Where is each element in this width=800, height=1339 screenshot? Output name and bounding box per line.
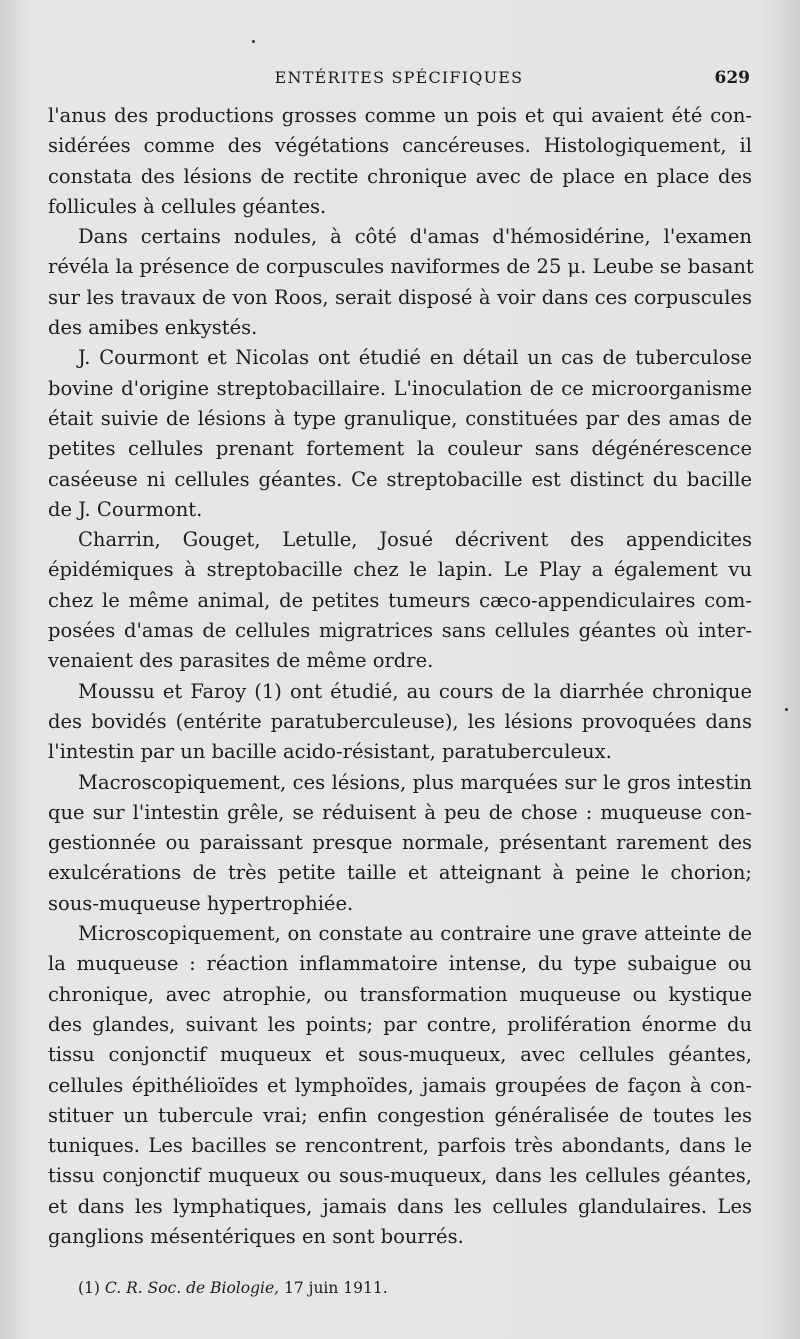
text-line: des bovidés (entérite paratuberculeuse), les lésions provoquées dans (48, 709, 752, 733)
paragraph (48, 677, 752, 768)
footnote (78, 1279, 388, 1297)
print-speck (785, 708, 788, 711)
text-line: J. Courmont et Nicolas ont étudié en détail un cas de tuberculose (78, 346, 752, 370)
text-line: que sur l'intestin grêle, se réduisent à peu de chose : muqueuse con- (48, 800, 752, 824)
footnote-date: 17 juin 1911. (283, 1279, 388, 1297)
text-line: posées d'amas de cellules migratrices sans cellules géantes où inter- (48, 619, 752, 643)
text-line: Dans certains nodules, à côté d'amas d'hémosidérine, l'examen (78, 225, 752, 249)
text-line: épidémiques à streptobacille chez le lapin. Le Play a également vu (48, 558, 752, 582)
text-line: bovine d'origine streptobacillaire. L'inoculation de ce microorganisme (48, 376, 752, 400)
paragraph (48, 222, 752, 343)
text-line: petites cellules prenant fortement la couleur sans dégénérescence (48, 437, 752, 461)
paragraph (48, 768, 752, 919)
text-line: des glandes, suivant les points; par contre, prolifération énorme du (48, 1012, 752, 1036)
text-line: Macroscopiquement, ces lésions, plus marquées sur le gros intestin (78, 770, 752, 794)
text-line: des amibes enkystés. (48, 316, 258, 340)
paragraph (48, 343, 752, 525)
page-number: 629 (714, 68, 750, 88)
text-line: révéla la présence de corpuscules naviformes de 25 μ. Leube se basant (48, 255, 754, 279)
text-line: sur les travaux de von Roos, serait disposé à voir dans ces corpuscules (48, 285, 752, 309)
text-line: Moussu et Faroy (1) ont étudié, au cours de la diarrhée chronique (78, 679, 752, 703)
text-line: sous-muqueuse hypertrophiée. (48, 891, 354, 915)
text-line: sidérées comme des végétations cancéreuses. Histologiquement, il (48, 134, 752, 158)
text-line: exulcérations de très petite taille et atteignant à peine le chorion; (48, 861, 752, 885)
paragraph (48, 919, 752, 1252)
text-line: caséeuse ni cellules géantes. Ce streptobacille est distinct du bacille (48, 467, 752, 491)
page-header (48, 68, 750, 92)
text-line: l'anus des productions grosses comme un pois et qui avaient été con- (48, 104, 752, 127)
paragraph (48, 525, 752, 676)
paragraph (48, 101, 752, 222)
footnote-source: C. R. Soc. de Biologie, (104, 1279, 280, 1297)
text-line: l'intestin par un bacille acido-résistant, paratuberculeux. (48, 740, 612, 764)
text-line: la muqueuse : réaction inflammatoire intense, du type subaigue ou (48, 952, 752, 976)
footnote-marker: (1) (78, 1279, 100, 1297)
text-line: venaient des parasites de même ordre. (48, 649, 434, 673)
text-line: cellules épithélioïdes et lymphoïdes, jamais groupées de façon à con- (48, 1073, 752, 1097)
text-line: et dans les lymphatiques, jamais dans les cellules glandulaires. Les (48, 1194, 752, 1218)
text-line: gestionnée ou paraissant presque normale, présentant rarement des (48, 831, 752, 855)
text-line: Microscopiquement, on constate au contraire une grave atteinte de (78, 922, 752, 946)
text-line: de J. Courmont. (48, 497, 203, 521)
text-line: follicules à cellules géantes. (48, 194, 327, 218)
text-line: constata des lésions de rectite chronique avec de place en place des (48, 164, 752, 188)
body-text (48, 101, 752, 1252)
text-line: tissu conjonctif muqueux ou sous-muqueux, dans les cellules géantes, (48, 1164, 752, 1188)
text-line: Charrin, Gouget, Letulle, Josué décrivent des appendicites (78, 528, 752, 552)
text-line: chez le même animal, de petites tumeurs cæco-appendiculaires com- (48, 588, 752, 612)
text-line: tissu conjonctif muqueux et sous-muqueux, avec cellules géantes, (48, 1043, 752, 1067)
text-line: tuniques. Les bacilles se rencontrent, parfois très abondants, dans le (48, 1134, 752, 1158)
text-line: stituer un tubercule vrai; enfin congestion généralisée de toutes les (48, 1103, 752, 1127)
print-speck (252, 40, 255, 43)
text-line: était suivie de lésions à type granulique, constituées par des amas de (48, 406, 752, 430)
text-line: ganglions mésentériques en sont bourrés. (48, 1224, 464, 1248)
text-line: chronique, avec atrophie, ou transformation muqueuse ou kystique (48, 982, 752, 1006)
running-head: ENTÉRITES SPÉCIFIQUES (274, 68, 524, 87)
